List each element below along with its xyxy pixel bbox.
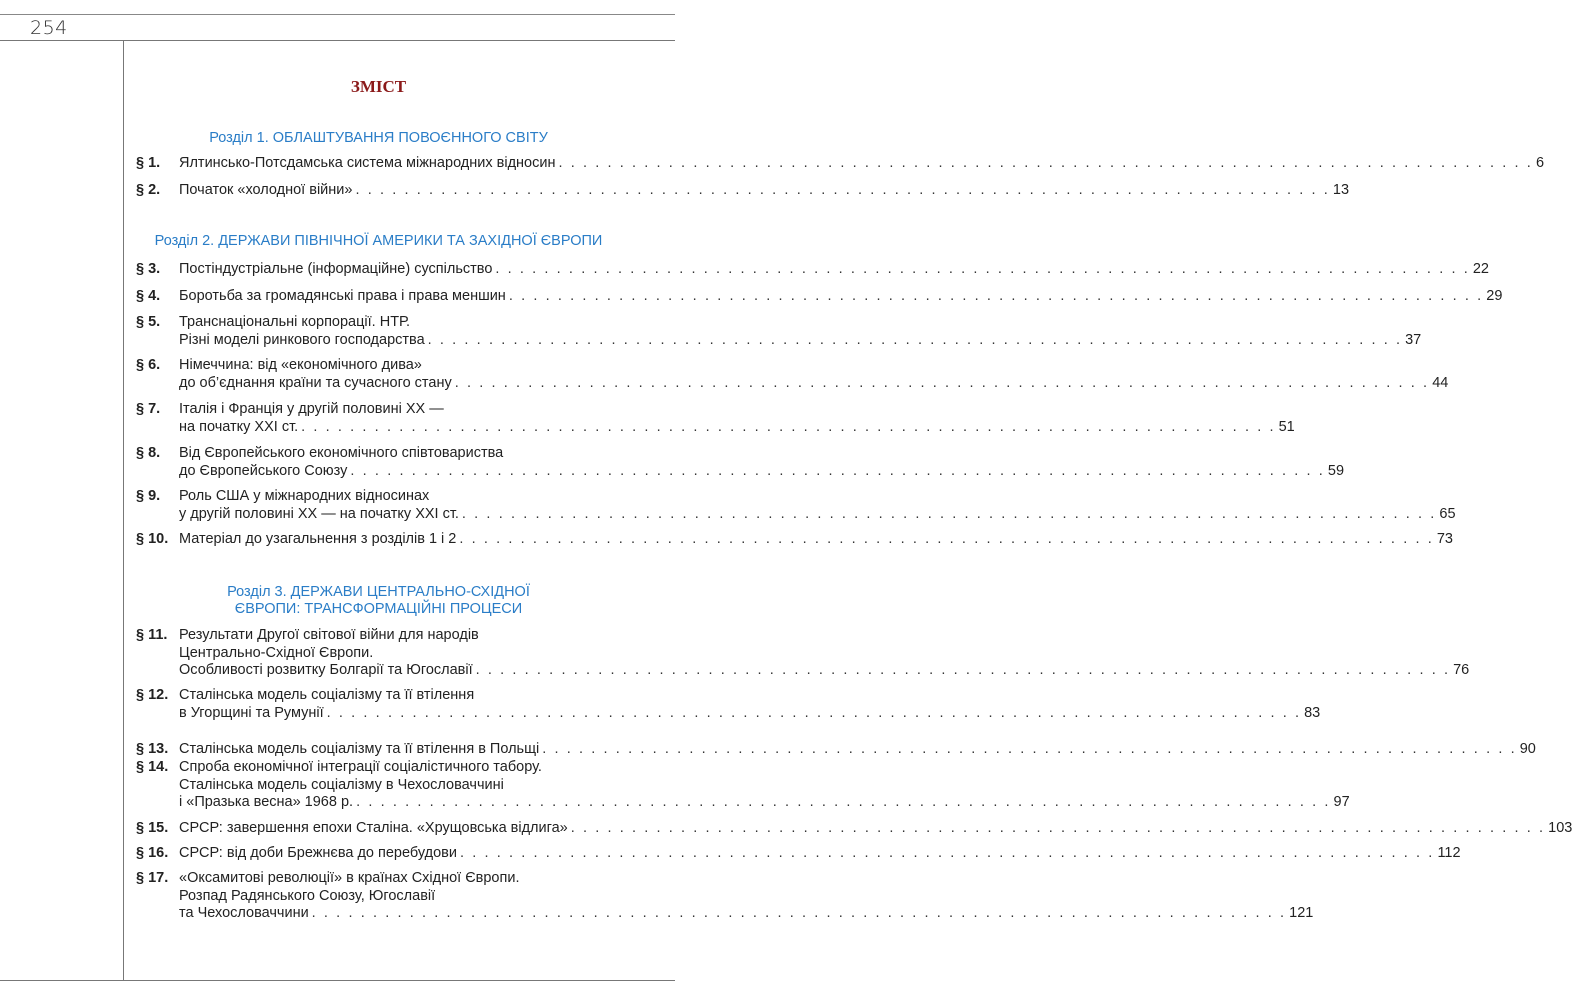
entry-title-line: СРСР: завершення епохи Сталіна. «Хрущовська відлига»	[179, 820, 568, 836]
section-heading	[136, 130, 621, 147]
dot-leader: . . . . . . . . . . . . . . . . . . . . . . . . . . . . . . . . . . . . . . . . . . . . . . . . . . . . . . . . . . . . . . . . . . . . . . . . . . . . . . . .	[326, 704, 1302, 721]
entry-title-line: Особливості розвитку Болгарії та Югославії	[179, 662, 473, 678]
entry-title-line: в Угорщині та Румунії	[179, 704, 324, 721]
paragraph-number: § 8.	[136, 445, 161, 461]
section-heading-line: Розділ 2. ДЕРЖАВИ ПІВНІЧНОЇ АМЕРИКИ ТА ЗАХІДНОЇ ЄВРОПИ	[154, 233, 603, 249]
entry-title-line: Італія і Франція у другій половині XX —	[179, 401, 444, 417]
paragraph-number: § 16.	[136, 845, 169, 861]
section-heading	[136, 584, 621, 618]
paragraph-number: § 3.	[136, 261, 161, 277]
dot-leader: . . . . . . . . . . . . . . . . . . . . . . . . . . . . . . . . . . . . . . . . . . . . . . . . . . . . . . . . . . . . . . . . . . . . . . . . . . . . . . . .	[542, 741, 1517, 757]
bottom-rule	[0, 980, 675, 981]
dot-leader: . . . . . . . . . . . . . . . . . . . . . . . . . . . . . . . . . . . . . . . . . . . . . . . . . . . . . . . . . . . . . . . . . . . . . . . . . . . . . . . .	[570, 820, 1546, 836]
entry-title-line: і «Празька весна» 1968 р.	[179, 794, 354, 810]
paragraph-number: § 4.	[136, 288, 161, 304]
paragraph-number: § 14.	[136, 759, 169, 775]
entry-title-line: Транснаціональні корпорації. НТР.	[179, 314, 411, 330]
paragraph-number: § 13.	[136, 741, 169, 757]
page-reference: 103	[1548, 820, 1572, 836]
page-reference: 65	[1439, 505, 1456, 522]
dot-leader: . . . . . . . . . . . . . . . . . . . . . . . . . . . . . . . . . . . . . . . . . . . . . . . . . . . . . . . . . . . . . . . . . . . . . . . . . . . . . . . .	[356, 794, 1331, 810]
section-heading-line: Розділ 1. ОБЛАШТУВАННЯ ПОВОЄННОГО СВІТУ	[209, 130, 548, 146]
entry-title-line: до об’єднання країни та сучасного стану	[179, 374, 452, 391]
entry-title-line: Результати Другої світової війни для народів	[179, 627, 479, 643]
entry-title-line: Розпад Радянського Союзу, Югославії	[179, 887, 436, 904]
page-title: ЗМІСТ	[350, 77, 407, 96]
paragraph-number: § 17.	[136, 870, 169, 886]
page-reference: 83	[1304, 704, 1321, 721]
header-rule	[0, 40, 675, 41]
entry-title-line: у другій половині XX — на початку XXI ст.	[179, 505, 459, 522]
paragraph-number: § 7.	[136, 401, 161, 417]
page-reference: 6	[1535, 155, 1545, 171]
paragraph-number: § 9.	[136, 488, 161, 504]
dot-leader: . . . . . . . . . . . . . . . . . . . . . . . . . . . . . . . . . . . . . . . . . . . . . . . . . . . . . . . . . . . . . . . . . . . . . . . . . . . . . . . .	[475, 662, 1451, 678]
entry-title-line: Роль США у міжнародних відносинах	[179, 488, 430, 504]
page-reference: 73	[1436, 531, 1453, 547]
entry-title-line: Постіндустріальне (інформаційне) суспільство	[179, 261, 493, 277]
page-number: 254	[30, 17, 68, 39]
page-reference: 59	[1327, 462, 1345, 479]
entry-title-line: СРСР: від доби Брежнєва до перебудови	[179, 845, 457, 861]
entry-title-line: Сталінська модель соціалізму та її втілення	[179, 687, 475, 703]
section-heading	[136, 233, 621, 250]
section-heading-line: ЄВРОПИ: ТРАНСФОРМАЦІЙНІ ПРОЦЕСИ	[234, 601, 523, 617]
page-reference: 44	[1432, 374, 1449, 391]
page-reference: 90	[1519, 741, 1536, 757]
dot-leader: . . . . . . . . . . . . . . . . . . . . . . . . . . . . . . . . . . . . . . . . . . . . . . . . . . . . . . . . . . . . . . . . . . . . . . . . . . . . . . . .	[459, 845, 1435, 861]
top-rule	[0, 14, 675, 15]
dot-leader: . . . . . . . . . . . . . . . . . . . . . . . . . . . . . . . . . . . . . . . . . . . . . . . . . . . . . . . . . . . . . . . . . . . . . . . . . . . . . . . .	[459, 531, 1434, 547]
entry-title-line: Спроба економічної інтеграції соціалістичного табору.	[179, 759, 542, 775]
entry-title-line: Сталінська модель соціалізму та її втілення в Польщі	[179, 741, 540, 757]
page-reference: 13	[1332, 182, 1350, 198]
paragraph-number: § 5.	[136, 314, 161, 330]
dot-leader: . . . . . . . . . . . . . . . . . . . . . . . . . . . . . . . . . . . . . . . . . . . . . . . . . . . . . . . . . . . . . . . . . . . . . . . . . . . . . . . .	[350, 462, 1325, 479]
entry-title-line: Ялтинсько-Потсдамська система міжнародних відносин	[179, 155, 556, 171]
entry-title-line: Початок «холодної війни»	[179, 182, 353, 198]
paragraph-number: § 1.	[136, 155, 161, 171]
entry-title-line: Боротьба за громадянські права і права меншин	[179, 288, 506, 304]
paragraph-number: § 15.	[136, 820, 169, 836]
paragraph-number: § 12.	[136, 687, 169, 703]
entry-title-line: «Оксамитові революції» в країнах Східної Європи.	[179, 870, 520, 886]
paragraph-number: § 6.	[136, 357, 161, 373]
page-reference: 97	[1333, 794, 1350, 810]
dot-leader: . . . . . . . . . . . . . . . . . . . . . . . . . . . . . . . . . . . . . . . . . . . . . . . . . . . . . . . . . . . . . . . . . . . . . . . . . . . . . . . .	[558, 155, 1533, 171]
entry-title-line: до Європейського Союзу	[179, 462, 348, 479]
dot-leader: . . . . . . . . . . . . . . . . . . . . . . . . . . . . . . . . . . . . . . . . . . . . . . . . . . . . . . . . . . . . . . . . . . . . . . . . . . . . . . . .	[495, 261, 1470, 277]
page-reference: 29	[1486, 288, 1503, 304]
paragraph-number: § 11.	[136, 627, 168, 643]
entry-title-line: Різні моделі ринкового господарства	[179, 331, 425, 348]
dot-leader: . . . . . . . . . . . . . . . . . . . . . . . . . . . . . . . . . . . . . . . . . . . . . . . . . . . . . . . . . . . . . . . . . . . . . . . . . . . . . . . .	[461, 505, 1437, 522]
dot-leader: . . . . . . . . . . . . . . . . . . . . . . . . . . . . . . . . . . . . . . . . . . . . . . . . . . . . . . . . . . . . . . . . . . . . . . . . . . . . . . . .	[454, 374, 1430, 391]
entry-title-line: Німеччина: від «економічного дива»	[179, 357, 422, 373]
dot-leader: . . . . . . . . . . . . . . . . . . . . . . . . . . . . . . . . . . . . . . . . . . . . . . . . . . . . . . . . . . . . . . . . . . . . . . . . . . . . . . . .	[427, 331, 1403, 348]
page-reference: 76	[1453, 662, 1470, 678]
page-reference: 37	[1405, 331, 1422, 348]
page-reference: 112	[1437, 845, 1461, 861]
section-heading-line: Розділ 3. ДЕРЖАВИ ЦЕНТРАЛЬНО-СХІДНОЇ	[227, 584, 530, 600]
entry-title-line: та Чехословаччини	[179, 905, 309, 921]
margin-rule	[123, 41, 124, 981]
entry-title-line: Сталінська модель соціалізму в Чехословаччині	[179, 776, 504, 793]
entry-title-line: Від Європейського економічного співтовариства	[179, 445, 504, 461]
page-reference: 121	[1289, 905, 1314, 921]
dot-leader: . . . . . . . . . . . . . . . . . . . . . . . . . . . . . . . . . . . . . . . . . . . . . . . . . . . . . . . . . . . . . . . . . . . . . . . . . . . . . . . .	[508, 288, 1484, 304]
dot-leader: . . . . . . . . . . . . . . . . . . . . . . . . . . . . . . . . . . . . . . . . . . . . . . . . . . . . . . . . . . . . . . . . . . . . . . . . . . . . . . . .	[311, 905, 1287, 921]
page-reference: 51	[1278, 418, 1295, 435]
dot-leader: . . . . . . . . . . . . . . . . . . . . . . . . . . . . . . . . . . . . . . . . . . . . . . . . . . . . . . . . . . . . . . . . . . . . . . . . . . . . . . . .	[355, 182, 1330, 198]
entry-title-line: Матеріал до узагальнення з розділів 1 і 2	[179, 531, 457, 547]
entry-title-line: на початку XXI ст.	[179, 418, 299, 435]
page-reference: 22	[1472, 261, 1489, 277]
paragraph-number: § 2.	[136, 182, 161, 198]
dot-leader: . . . . . . . . . . . . . . . . . . . . . . . . . . . . . . . . . . . . . . . . . . . . . . . . . . . . . . . . . . . . . . . . . . . . . . . . . . . . . . . .	[301, 418, 1276, 435]
paragraph-number: § 10.	[136, 531, 169, 547]
entry-title-line: Центрально-Східної Європи.	[179, 644, 374, 661]
